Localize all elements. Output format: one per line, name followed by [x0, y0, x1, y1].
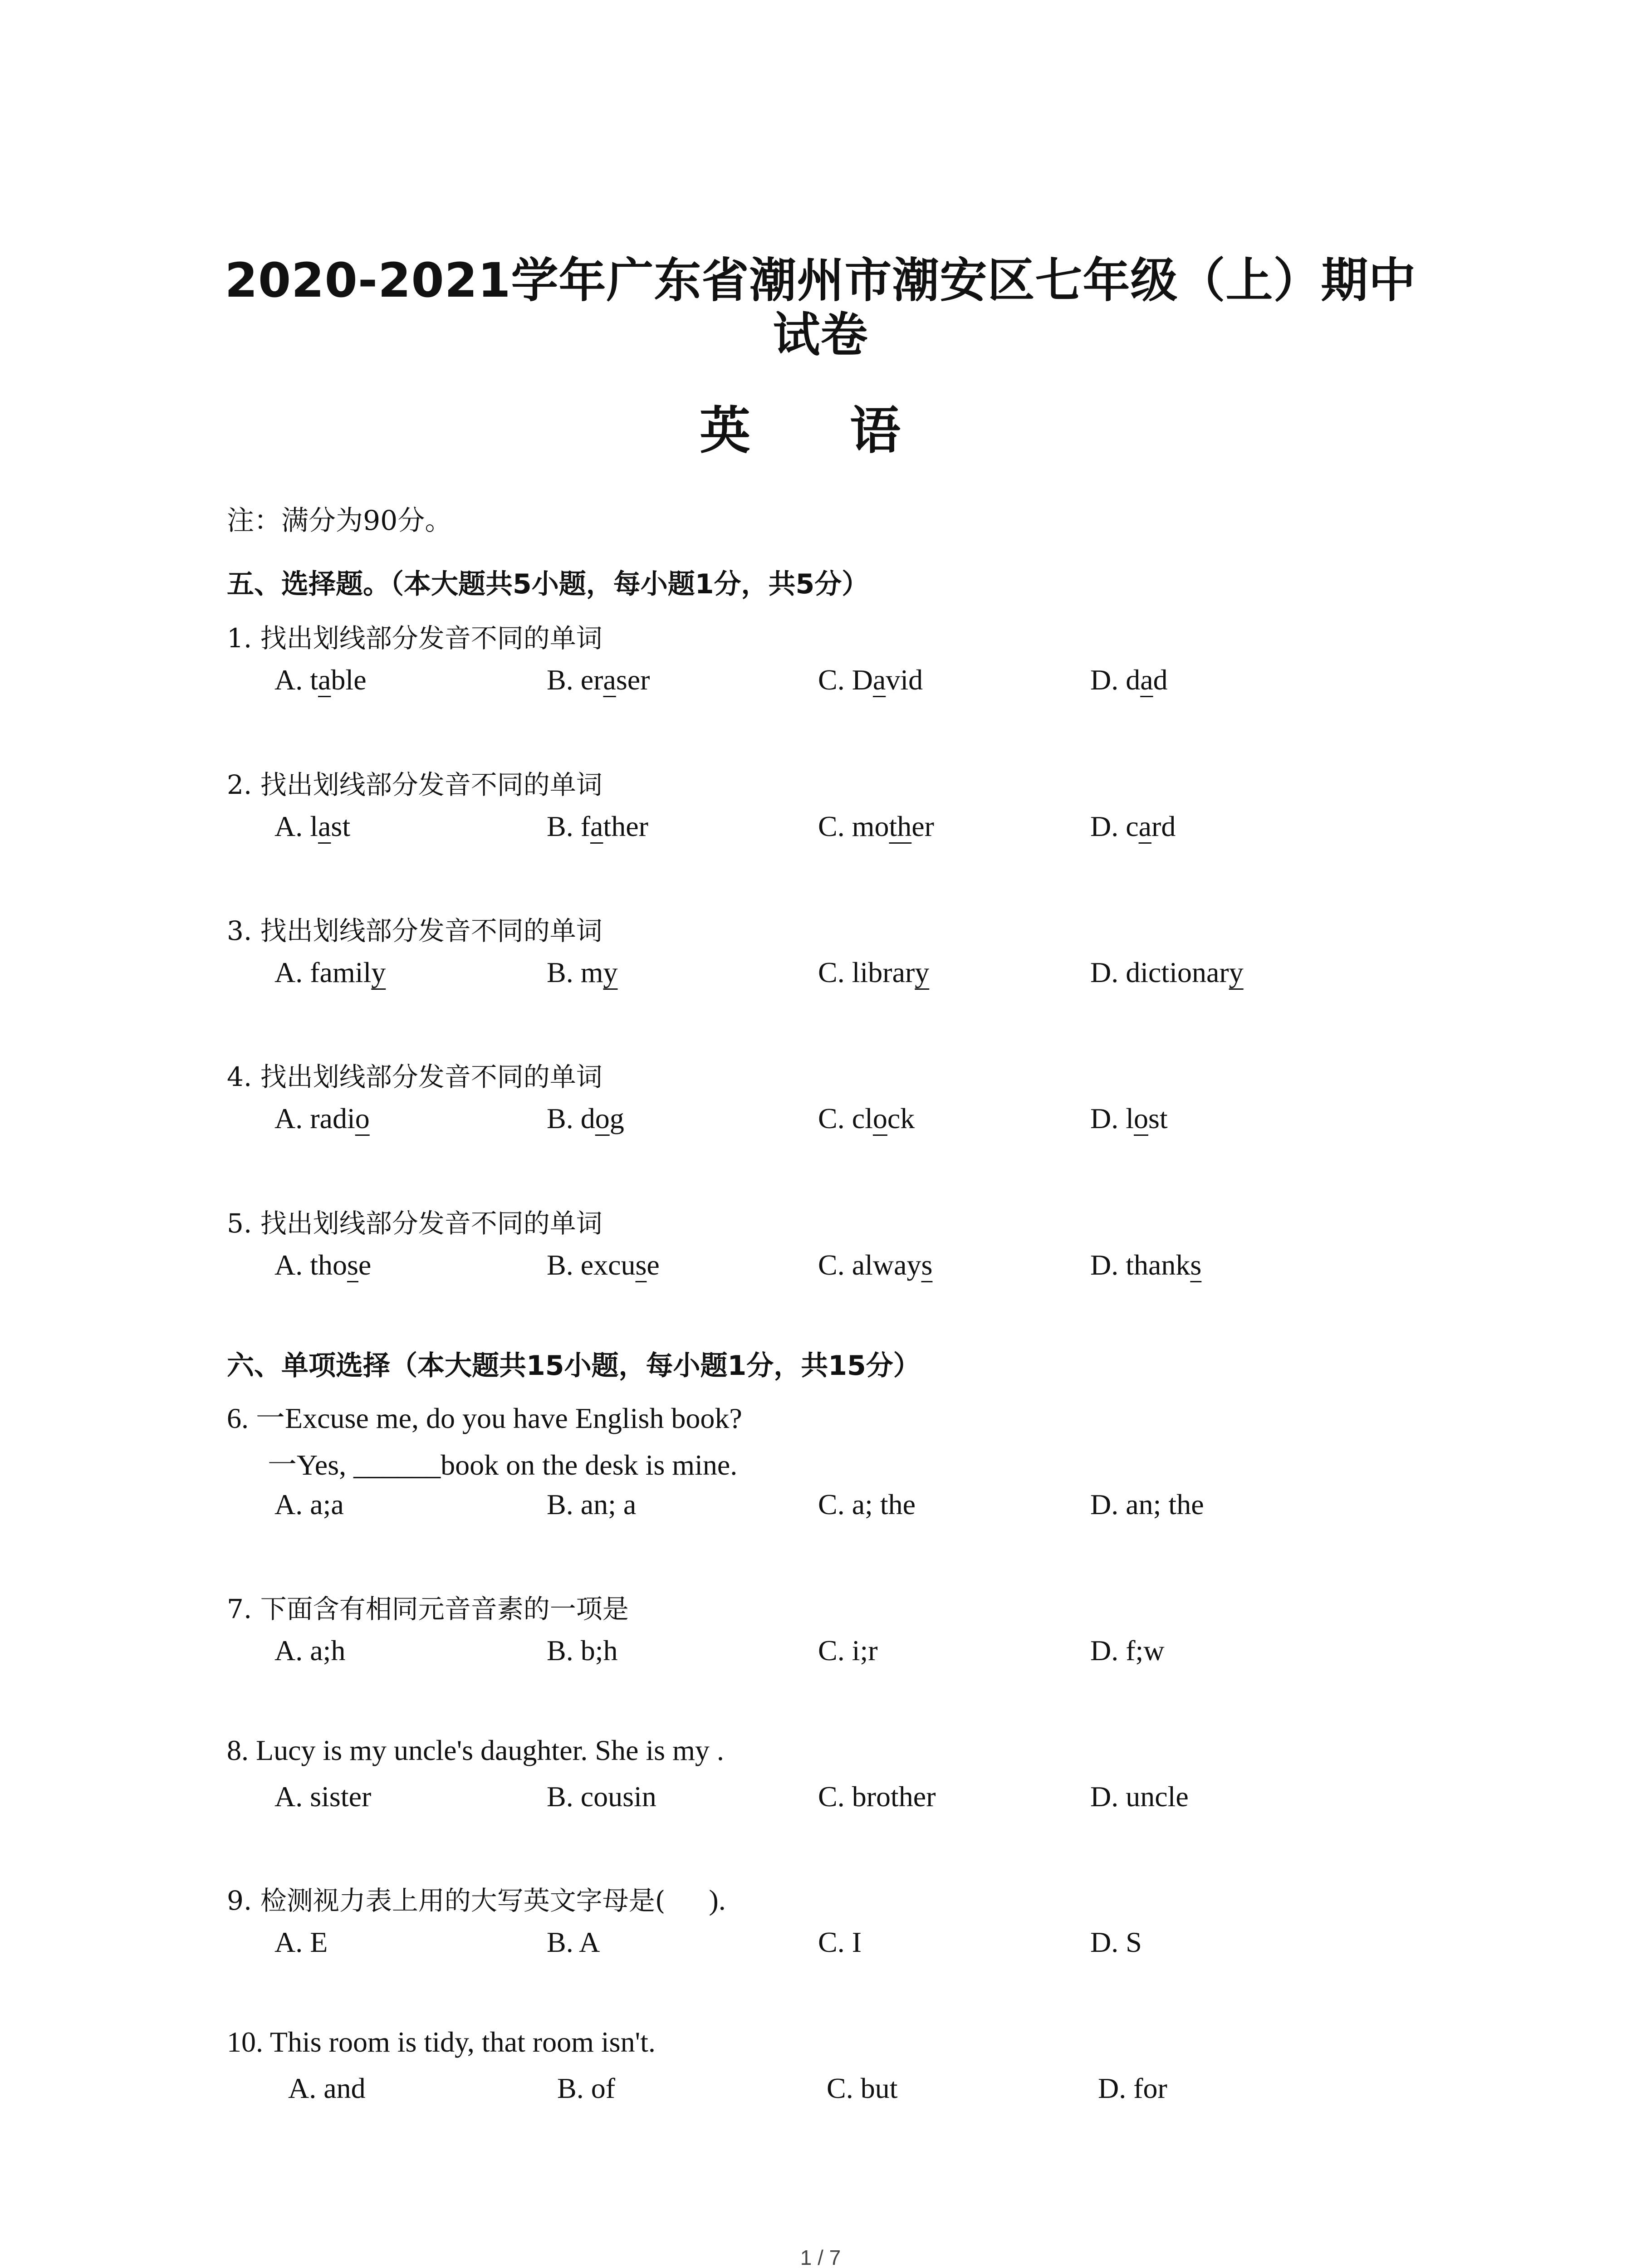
- question-7-option-d: D. f;w: [1090, 1634, 1165, 1667]
- question-7-option-b: B. b;h: [547, 1634, 618, 1667]
- question-8-option-c: C. brother: [818, 1780, 936, 1813]
- question-7-option-c: C. i;r: [818, 1634, 878, 1667]
- page-number: 1 / 7: [800, 2246, 841, 2268]
- question-1-option-b: B. eraser: [547, 664, 650, 696]
- question-7-stem: 7. 下面含有相同元音音素的一项是: [227, 1593, 629, 1624]
- question-5-option-c: C. always: [818, 1249, 933, 1281]
- question-2-option-a: A. last: [274, 810, 351, 842]
- question-1-option-a: A. table: [274, 664, 367, 696]
- question-6-option-d: D. an; the: [1090, 1488, 1204, 1520]
- score-note: 注：满分为90分。: [227, 505, 452, 537]
- question-8-stem: 8. Lucy is my uncle's daughter. She is my .: [227, 1734, 724, 1766]
- question-6-option-a: A. a;a: [274, 1488, 344, 1520]
- question-3-stem: 3. 找出划线部分发音不同的单词: [227, 915, 603, 946]
- question-4-option-c: C. clock: [818, 1102, 915, 1134]
- question-3-option-c: C. library: [818, 956, 930, 988]
- question-5-stem: 5. 找出划线部分发音不同的单词: [227, 1208, 603, 1239]
- question-6-line-1: 6. 一Excuse me, do you have English book?: [227, 1402, 742, 1434]
- question-8-option-d: D. uncle: [1090, 1780, 1189, 1813]
- question-4-option-b: B. dog: [547, 1102, 624, 1134]
- question-10-option-d: D. for: [1098, 2072, 1167, 2104]
- section-6-title: 六、单项选择（本大题共15小题，每小题1分，共15分）: [227, 1350, 921, 1382]
- question-3-option-d: D. dictionary: [1090, 956, 1244, 988]
- question-5-option-b: B. excuse: [547, 1249, 660, 1281]
- question-9-stem: 9. 检测视力表上用的大写英文字母是( ).: [227, 1884, 726, 1916]
- question-1-stem: 1. 找出划线部分发音不同的单词: [227, 623, 603, 654]
- question-6-line-2: 一Yes, ______book on the desk is mine.: [268, 1449, 738, 1481]
- question-10-option-c: C. but: [827, 2072, 898, 2104]
- question-2-option-c: C. mother: [818, 810, 934, 842]
- question-9-option-b: B. A: [547, 1926, 600, 1958]
- question-4-option-a: A. radio: [274, 1102, 370, 1134]
- question-2-option-b: B. father: [547, 810, 648, 842]
- question-9-option-c: C. I: [818, 1926, 862, 1958]
- question-3-option-a: A. family: [274, 956, 386, 988]
- question-5-option-d: D. thanks: [1090, 1249, 1202, 1281]
- question-2-stem: 2. 找出划线部分发音不同的单词: [227, 769, 603, 800]
- question-10-option-b: B. of: [557, 2072, 615, 2104]
- question-4-option-d: D. lost: [1090, 1102, 1168, 1134]
- exam-title-line-2: 试卷: [773, 307, 868, 362]
- question-2-option-d: D. card: [1090, 810, 1176, 842]
- question-8-option-b: B. cousin: [547, 1780, 656, 1813]
- question-7-option-a: A. a;h: [274, 1634, 346, 1667]
- question-3-option-b: B. my: [547, 956, 618, 988]
- question-9-option-d: D. S: [1090, 1926, 1142, 1958]
- section-5-title: 五、选择题。（本大题共5小题，每小题1分，共5分）: [227, 568, 869, 600]
- subject-heading: 英 语: [700, 401, 941, 460]
- question-4-stem: 4. 找出划线部分发音不同的单词: [227, 1061, 603, 1092]
- question-6-option-c: C. a; the: [818, 1488, 916, 1520]
- question-1-option-c: C. David: [818, 664, 923, 696]
- question-1-option-d: D. dad: [1090, 664, 1168, 696]
- exam-title-line-1: 2020-2021学年广东省潮州市潮安区七年级（上）期中: [225, 253, 1416, 308]
- question-9-option-a: A. E: [274, 1926, 328, 1958]
- question-6-option-b: B. an; a: [547, 1488, 637, 1520]
- question-5-option-a: A. those: [274, 1249, 372, 1281]
- question-10-stem: 10. This room is tidy, that room isn't.: [227, 2026, 656, 2058]
- question-10-option-a: A. and: [288, 2072, 366, 2104]
- question-8-option-a: A. sister: [274, 1780, 372, 1813]
